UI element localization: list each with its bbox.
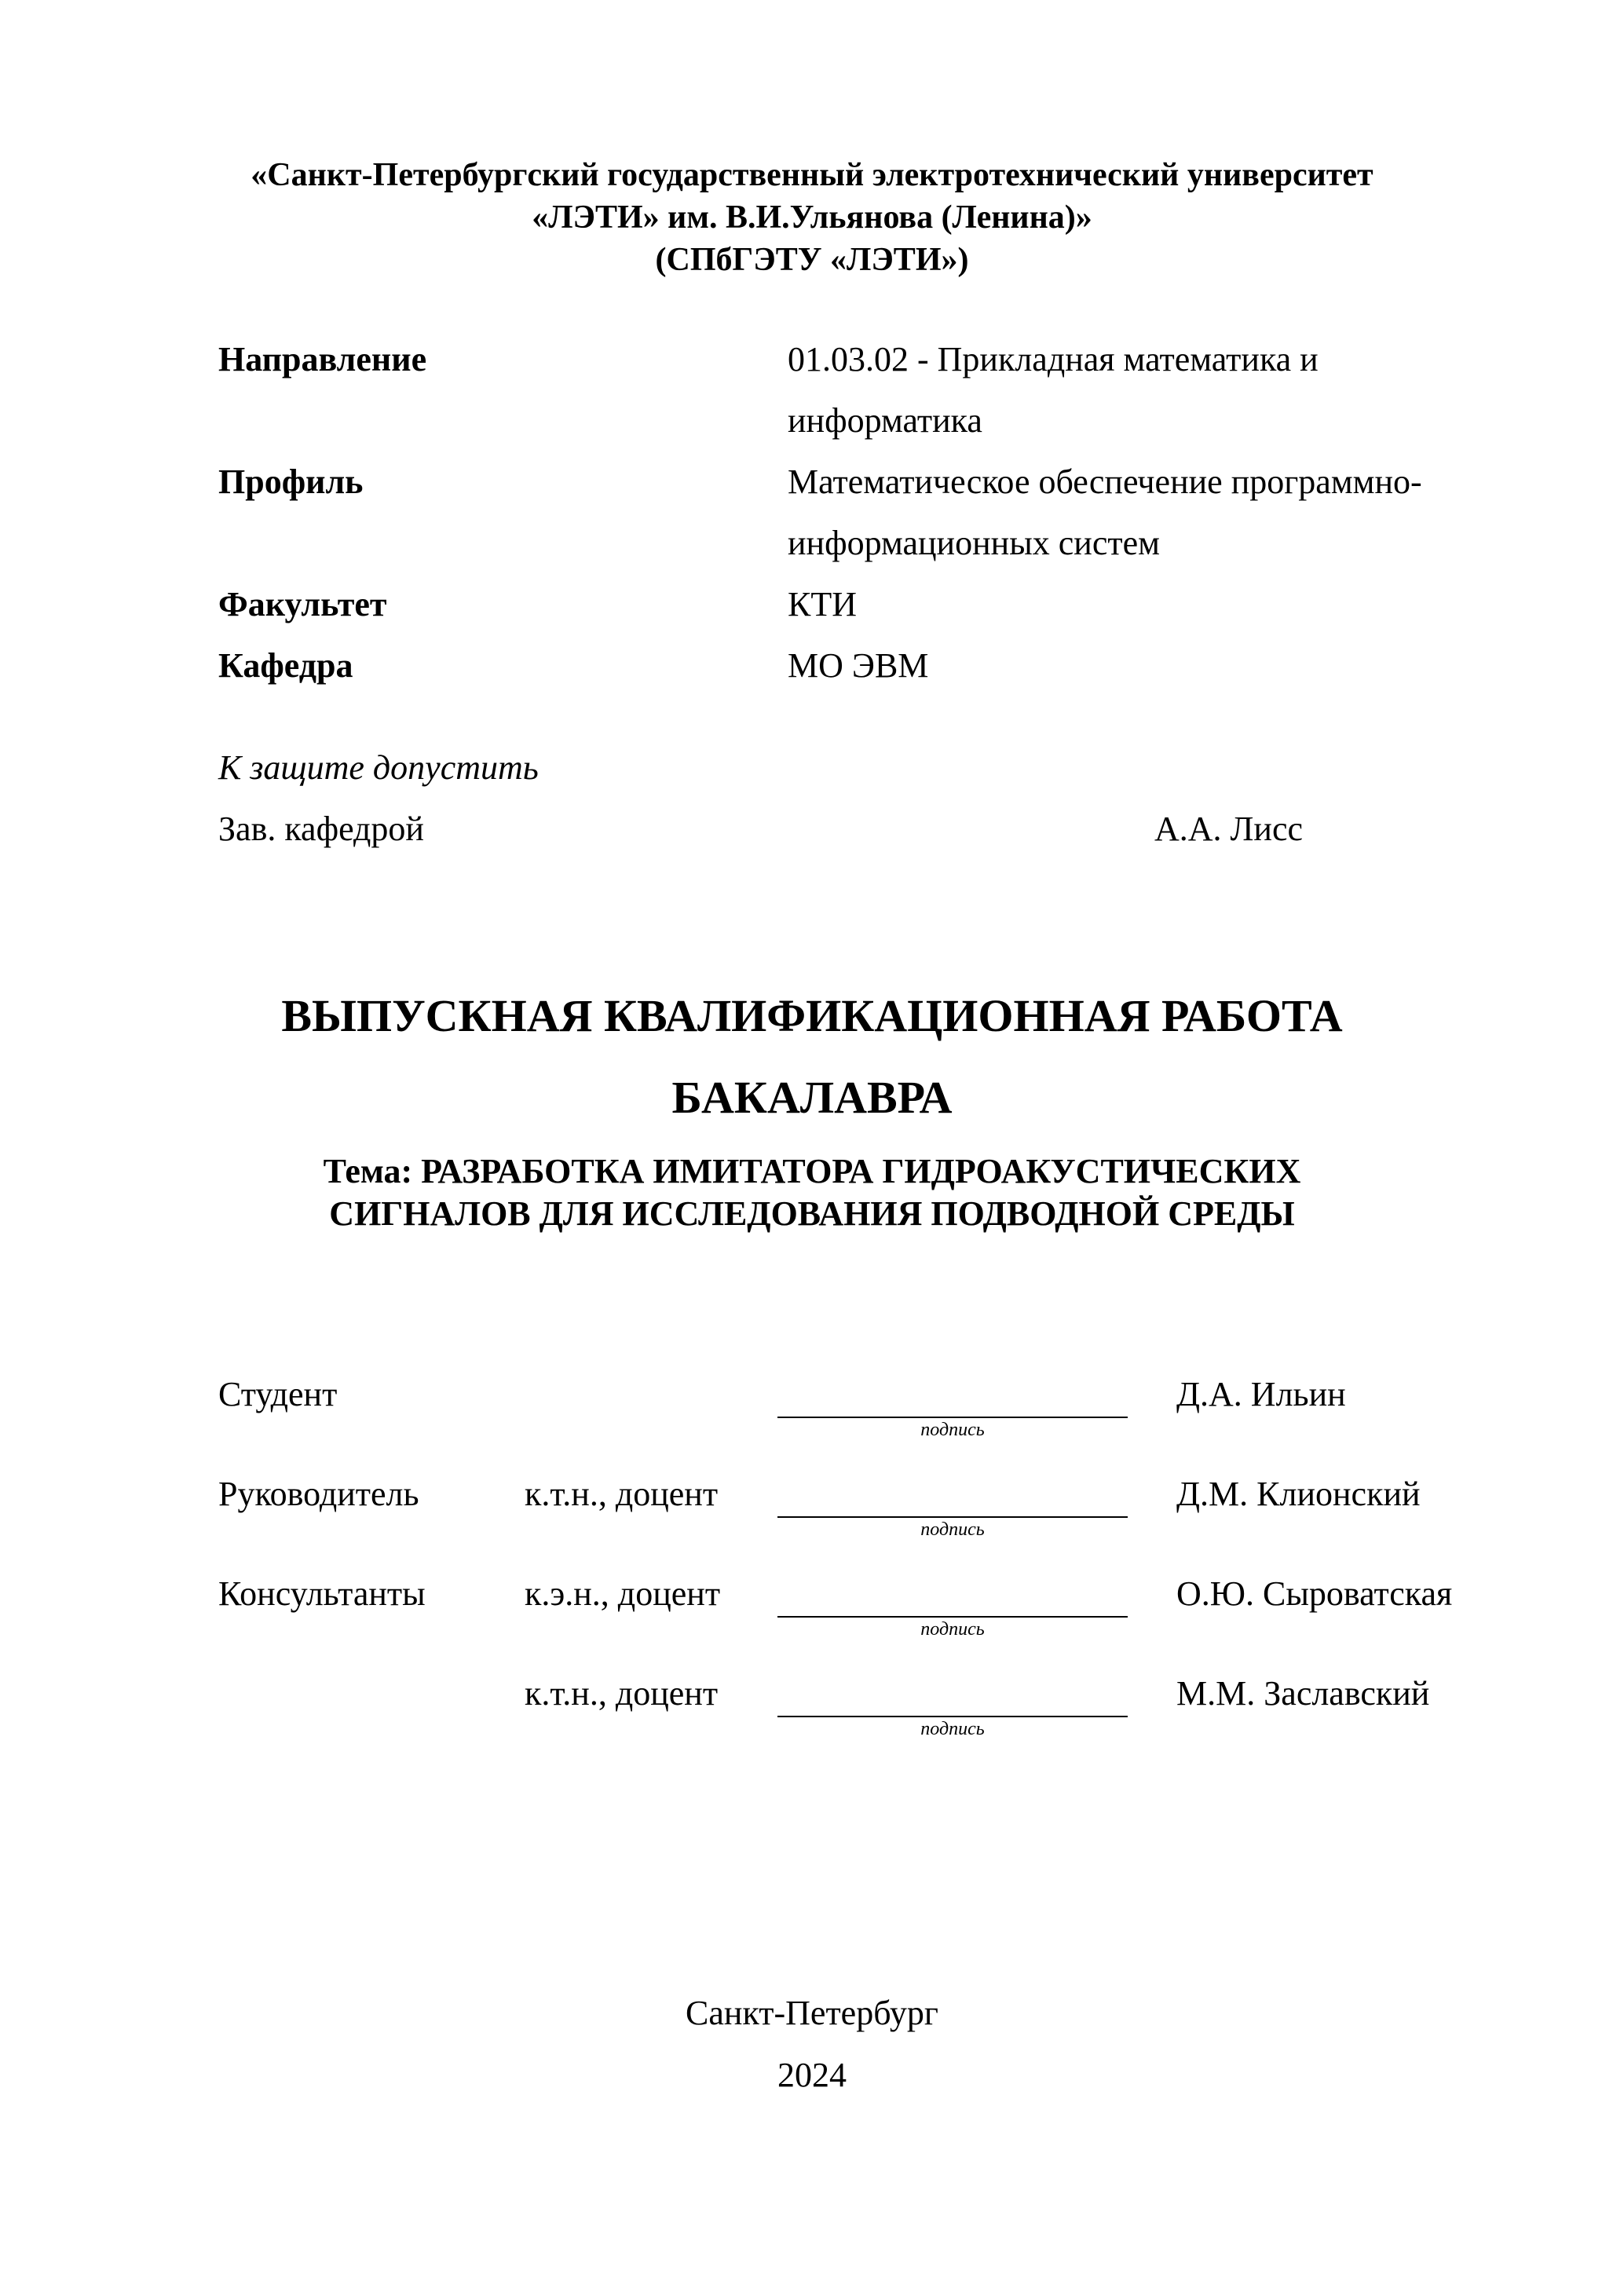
signature-degree-consultant2: к.т.н., доцент [525, 1674, 719, 1713]
signature-caption: подпись [920, 1619, 985, 1640]
approval-name: А.А. Лисс [1154, 810, 1303, 848]
work-topic-line1: Тема: РАЗРАБОТКА ИМИТАТОРА ГИДРОАКУСТИЧЕСКИХ [323, 1152, 1301, 1190]
direction-label: Направление [218, 340, 427, 378]
signature-line [777, 1417, 1128, 1418]
footer-year: 2024 [777, 2056, 847, 2094]
profile-label: Профиль [218, 462, 364, 501]
signature-caption: подпись [920, 1420, 985, 1440]
signature-caption: подпись [920, 1719, 985, 1739]
signature-line [777, 1516, 1128, 1518]
university-name-line2: «ЛЭТИ» им. В.И.Ульянова (Ленина)» [532, 199, 1092, 236]
profile-value-line2: информационных систем [788, 524, 1160, 562]
signature-name-consultant1: О.Ю. Сыроватская [1176, 1574, 1453, 1613]
signature-degree-supervisor: к.т.н., доцент [525, 1475, 719, 1513]
approval-title: К защите допустить [218, 748, 539, 787]
signature-role-consultants: Консультанты [218, 1574, 426, 1613]
signature-name-consultant2: М.М. Заславский [1176, 1674, 1430, 1713]
signature-name-supervisor: Д.М. Клионский [1176, 1475, 1421, 1513]
footer-city: Санкт-Петербург [686, 1994, 938, 2032]
signature-caption: подпись [920, 1519, 985, 1540]
profile-value-line1: Математическое обеспечение программно- [788, 462, 1422, 501]
work-title-line2: БАКАЛАВРА [671, 1072, 953, 1123]
university-short-name: (СПбГЭТУ «ЛЭТИ») [655, 242, 969, 278]
department-label: Кафедра [218, 646, 353, 685]
faculty-label: Факультет [218, 585, 387, 623]
signature-line [777, 1716, 1128, 1717]
signature-role-supervisor: Руководитель [218, 1475, 419, 1513]
signature-name-student: Д.А. Ильин [1176, 1375, 1346, 1413]
work-title-line1: ВЫПУСКНАЯ КВАЛИФИКАЦИОННАЯ РАБОТА [281, 990, 1343, 1041]
signature-line [777, 1616, 1128, 1618]
direction-value-line2: информатика [788, 401, 982, 440]
work-topic-line2: СИГНАЛОВ ДЛЯ ИССЛЕДОВАНИЯ ПОДВОДНОЙ СРЕДЫ [329, 1194, 1295, 1233]
department-value: МО ЭВМ [788, 646, 929, 685]
faculty-value: КТИ [788, 585, 857, 623]
signature-role-student: Студент [218, 1375, 338, 1413]
signature-degree-consultant1: к.э.н., доцент [525, 1574, 721, 1613]
university-name-line1: «Санкт-Петербургский государственный электротехнический университет [251, 157, 1373, 193]
approval-role: Зав. кафедрой [218, 810, 424, 848]
direction-value-line1: 01.03.02 - Прикладная математика и [788, 340, 1319, 378]
